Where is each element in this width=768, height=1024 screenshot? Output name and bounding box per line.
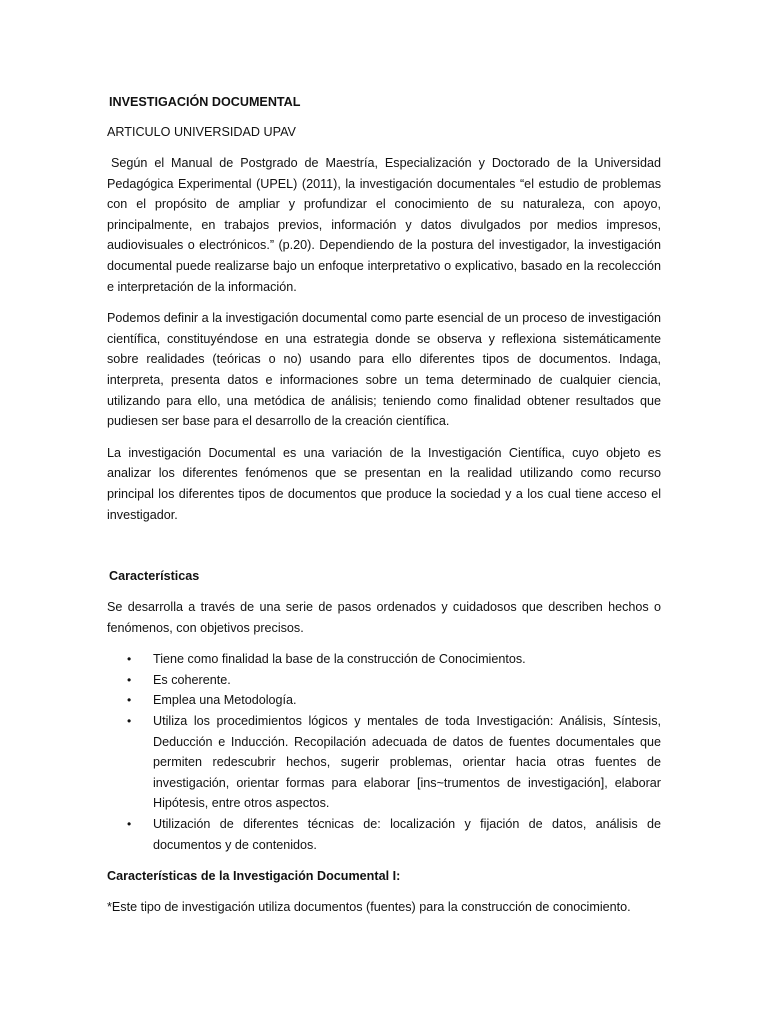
paragraph-variation: La investigación Documental es una variación de la Investigación Científica, cuyo objeto es analizar los diferentes fenómenos que se presentan en la realidad utilizando como recurso principal los diferentes tipos de documentos que produce la sociedad y a los cual tiene acceso el investigador. (107, 445, 661, 522)
section-heading-caracteristicas: Características (109, 569, 200, 584)
bullet-icon: • (127, 693, 132, 708)
document-subtitle: ARTICULO UNIVERSIDAD UPAV (107, 125, 296, 139)
list-item-text: Emplea una Metodología. (153, 693, 297, 708)
characteristics-list (107, 649, 661, 855)
list-item-text: Es coherente. (153, 672, 231, 687)
subheading-caracteristicas-i: Características de la Investigación Documental I: (107, 869, 401, 884)
section-intro: Se desarrolla a través de una serie de pasos ordenados y cuidadosos que describen hechos o fenómenos, con objetivos precisos. (107, 600, 661, 635)
list-item (107, 670, 661, 691)
bullet-icon: • (127, 817, 132, 832)
list-item (107, 711, 661, 814)
bullet-icon: • (127, 672, 132, 687)
final-paragraph: *Este tipo de investigación utiliza documentos (fuentes) para la construcción de conocimiento. (107, 900, 631, 915)
paragraph-definition: Podemos definir a la investigación documental como parte esencial de un proceso de investigación científica, constituyéndose en una estrategia donde se observa y reflexiona sistemáticamente sobre realidades (teóricas o no) usando para ello diferentes tipos de documentos. Indaga, interpreta, presenta datos e informaciones sobre un tema determinado de cualquier ciencia, utilizando para ello, una metódica de análisis; teniendo como finalidad obtener resultados que pudiesen ser base para el desarrollo de la creación científica. (107, 311, 661, 429)
paragraph-upel-definition: Según el Manual de Postgrado de Maestría, Especialización y Doctorado de la Universidad Pedagógica Experimental (UPEL) (2011), la investigación documentales “el estudio de problemas con el propósito de ampliar y profundizar el conocimiento de su naturaleza, con apoyo, principalmente, en trabajos previos, información y datos divulgados por medios impresos, audiovisuales o electrónicos.” (p.20). Dependiendo de la postura del investigador, la investigación documental puede realizarse bajo un enfoque interpretativo o explicativo, basado en la recolección e interpretación de la información. (107, 156, 661, 294)
bullet-icon: • (127, 652, 132, 667)
document-body (107, 92, 661, 929)
section-spacer (107, 536, 661, 566)
bullet-icon: • (127, 714, 132, 729)
document-title: INVESTIGACIÓN DOCUMENTAL (109, 95, 301, 109)
list-item (107, 649, 661, 670)
list-item (107, 690, 661, 711)
list-item-text: Tiene como finalidad la base de la construcción de Conocimientos. (153, 652, 526, 667)
list-item-text: Utilización de diferentes técnicas de: localización y fijación de datos, análisis de documentos y de contenidos. (153, 817, 661, 852)
list-item-text: Utiliza los procedimientos lógicos y mentales de toda Investigación: Análisis, Síntesis, Deducción e Inducción. Recopilación adecuada de datos de fuentes documentales que permiten redescubrir hechos, sugerir problemas, orientar hacia otras fuentes de investigación, orientar formas para elaborar [ins~trumentos de investigación], elaborar Hipótesis, entre otros aspectos. (153, 714, 661, 811)
list-item (107, 814, 661, 855)
